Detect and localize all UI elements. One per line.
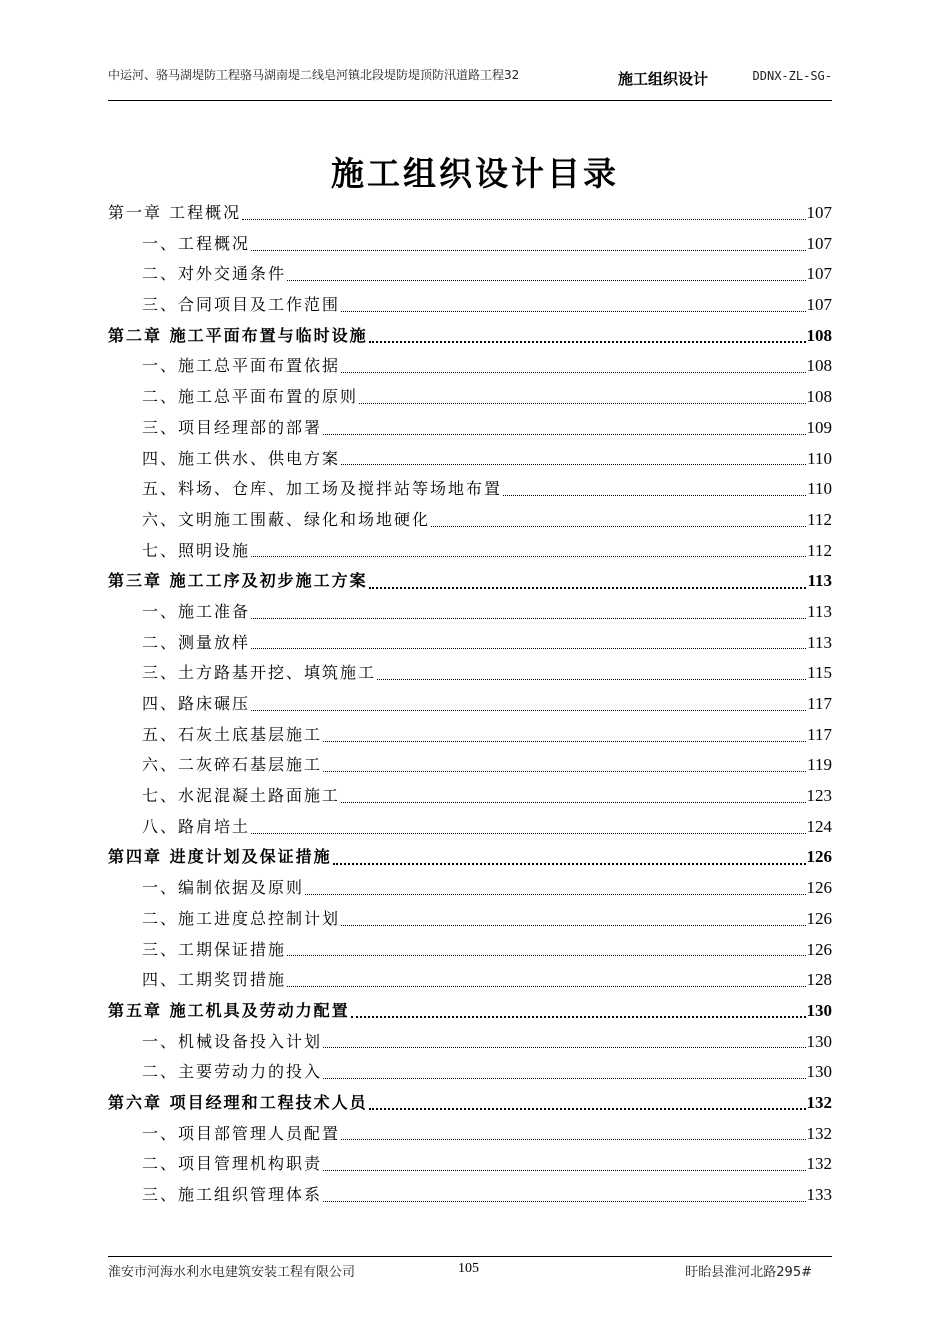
toc-entry-label: 二、项目管理机构职责 — [142, 1154, 323, 1174]
toc-entry-page-number: 108 — [806, 356, 832, 376]
toc-entry-label: 五、料场、仓库、加工场及搅拌站等场地布置 — [142, 479, 503, 499]
toc-section-entry[interactable] — [108, 1149, 832, 1180]
footer-company: 淮安市河海水利水电建筑安装工程有限公司 — [108, 1265, 356, 1280]
toc-dot-leader — [287, 280, 805, 281]
toc-entry-label: 一、编制依据及原则 — [142, 878, 305, 898]
toc-section-entry[interactable] — [108, 1057, 832, 1088]
toc-section-entry[interactable] — [108, 1180, 832, 1211]
toc-entry-label: 七、水泥混凝土路面施工 — [142, 786, 341, 806]
toc-section-entry[interactable] — [108, 658, 832, 689]
toc-dot-leader — [351, 1016, 806, 1018]
toc-entry-page-number: 109 — [806, 417, 832, 437]
toc-section-entry[interactable] — [108, 505, 832, 536]
toc-dot-leader — [323, 1201, 805, 1202]
toc-section-entry[interactable] — [108, 1119, 832, 1150]
toc-entry-label: 三、施工组织管理体系 — [142, 1185, 323, 1204]
toc-entry-page-number: 115 — [807, 663, 832, 683]
toc-section-entry[interactable] — [108, 413, 832, 444]
toc-entry-page-number: 113 — [807, 571, 832, 591]
toc-entry-page-number: 108 — [806, 325, 832, 345]
toc-entry-label: 二、施工总平面布置的原则 — [142, 387, 359, 407]
toc-entry-page-number: 132 — [806, 1154, 832, 1174]
toc-entry-label: 一、施工准备 — [142, 601, 251, 621]
toc-dot-leader — [323, 434, 805, 435]
toc-entry-label: 八、路肩培土 — [142, 816, 251, 836]
toc-entry-label: 三、工期保证措施 — [142, 939, 287, 959]
toc-entry-page-number: 126 — [806, 847, 832, 867]
toc-entry-label: 第二章 施工平面布置与临时设施 — [108, 325, 368, 345]
header-document-code: DDNX-ZL-SG- — [752, 69, 832, 83]
toc-section-entry[interactable] — [108, 229, 832, 260]
toc-dot-leader — [323, 1047, 805, 1048]
toc-dot-leader — [369, 341, 806, 343]
toc-chapter-entry[interactable] — [108, 198, 832, 229]
table-of-contents — [108, 198, 832, 1211]
toc-entry-label: 第五章 施工机具及劳动力配置 — [108, 1000, 350, 1020]
toc-dot-leader — [369, 1108, 806, 1110]
toc-entry-label: 五、石灰土底基层施工 — [142, 724, 323, 744]
toc-entry-page-number: 107 — [806, 264, 832, 284]
page-title: 施工组织设计目录 — [331, 154, 619, 193]
toc-dot-leader — [305, 894, 805, 895]
toc-entry-page-number: 130 — [806, 1062, 832, 1082]
toc-entry-label: 一、工程概况 — [142, 233, 251, 253]
toc-dot-leader — [251, 250, 805, 251]
toc-entry-page-number: 126 — [806, 908, 832, 928]
toc-entry-page-number: 130 — [806, 1000, 832, 1020]
toc-entry-page-number: 132 — [806, 1123, 832, 1143]
toc-section-entry[interactable] — [108, 1027, 832, 1058]
toc-chapter-entry[interactable] — [108, 1088, 832, 1119]
toc-entry-label: 四、施工供水、供电方案 — [142, 448, 341, 468]
toc-entry-label: 六、二灰碎石基层施工 — [142, 755, 323, 775]
toc-entry-label: 四、路床碾压 — [142, 694, 251, 713]
toc-chapter-entry[interactable] — [108, 566, 832, 597]
toc-chapter-entry[interactable] — [108, 321, 832, 352]
toc-entry-page-number: 130 — [806, 1031, 832, 1051]
toc-section-entry[interactable] — [108, 935, 832, 966]
toc-section-entry[interactable] — [108, 689, 832, 720]
toc-entry-label: 第六章 项目经理和工程技术人员 — [108, 1092, 368, 1112]
toc-dot-leader — [431, 526, 806, 527]
page-footer — [108, 1256, 832, 1281]
toc-dot-leader — [251, 648, 806, 649]
toc-entry-label: 六、文明施工围蔽、绿化和场地硬化 — [142, 509, 431, 529]
toc-dot-leader — [287, 955, 805, 956]
toc-dot-leader — [341, 372, 805, 373]
toc-dot-leader — [323, 1170, 805, 1171]
toc-entry-page-number: 112 — [807, 540, 832, 560]
toc-dot-leader — [359, 403, 805, 404]
toc-entry-page-number: 123 — [806, 786, 832, 806]
toc-entry-label: 二、施工进度总控制计划 — [142, 908, 341, 928]
footer-page-number: 105 — [458, 1261, 479, 1276]
toc-entry-page-number: 113 — [807, 601, 832, 621]
page-header — [108, 66, 832, 101]
toc-dot-leader — [251, 833, 805, 834]
toc-section-entry[interactable] — [108, 290, 832, 321]
toc-dot-leader — [503, 495, 806, 496]
toc-dot-leader — [341, 1139, 805, 1140]
toc-entry-label: 七、照明设施 — [142, 540, 251, 560]
toc-section-entry[interactable] — [108, 812, 832, 843]
toc-dot-leader — [341, 464, 806, 465]
toc-section-entry[interactable] — [108, 536, 832, 567]
toc-entry-page-number: 133 — [806, 1185, 832, 1204]
toc-dot-leader — [251, 556, 806, 557]
toc-entry-page-number: 107 — [806, 233, 832, 253]
toc-dot-leader — [369, 587, 807, 589]
toc-dot-leader — [251, 710, 806, 711]
toc-section-entry[interactable] — [108, 259, 832, 290]
toc-section-entry[interactable] — [108, 873, 832, 904]
toc-entry-page-number: 126 — [806, 939, 832, 959]
toc-entry-label: 三、土方路基开挖、填筑施工 — [142, 663, 377, 683]
toc-entry-label: 第四章 进度计划及保证措施 — [108, 847, 332, 867]
toc-entry-page-number: 113 — [807, 632, 832, 652]
toc-entry-page-number: 107 — [806, 295, 832, 315]
header-project-name: 中运河、骆马湖堤防工程骆马湖南堤二线皂河镇北段堤防堤顶防汛道路工程32 — [108, 68, 520, 82]
toc-entry-label: 二、对外交通条件 — [142, 264, 287, 284]
toc-chapter-entry[interactable] — [108, 842, 832, 873]
toc-entry-page-number: 107 — [806, 203, 832, 222]
toc-dot-leader — [287, 986, 805, 987]
header-document-type: 施工组织设计 — [618, 70, 709, 88]
toc-dot-leader — [341, 311, 805, 312]
toc-section-entry[interactable] — [108, 720, 832, 751]
toc-entry-label: 一、机械设备投入计划 — [142, 1031, 323, 1051]
toc-section-entry[interactable] — [108, 382, 832, 413]
toc-entry-label: 三、合同项目及工作范围 — [142, 295, 341, 315]
toc-section-entry[interactable] — [108, 781, 832, 812]
toc-entry-page-number: 119 — [807, 755, 832, 775]
toc-dot-leader — [341, 802, 805, 803]
toc-dot-leader — [341, 925, 805, 926]
toc-section-entry[interactable] — [108, 474, 832, 505]
toc-dot-leader — [242, 219, 805, 220]
toc-section-entry[interactable] — [108, 444, 832, 475]
toc-entry-page-number: 128 — [806, 970, 832, 990]
toc-dot-leader — [323, 741, 806, 742]
toc-entry-label: 第一章 工程概况 — [108, 203, 242, 222]
toc-entry-label: 二、测量放样 — [142, 632, 251, 652]
toc-entry-page-number: 124 — [806, 816, 832, 836]
toc-entry-label: 一、项目部管理人员配置 — [142, 1123, 341, 1143]
toc-entry-page-number: 110 — [807, 479, 832, 499]
toc-chapter-entry[interactable] — [108, 996, 832, 1027]
toc-dot-leader — [377, 679, 806, 680]
toc-section-entry[interactable] — [108, 965, 832, 996]
toc-dot-leader — [333, 863, 806, 865]
toc-entry-label: 二、主要劳动力的投入 — [142, 1062, 323, 1082]
toc-section-entry[interactable] — [108, 628, 832, 659]
toc-dot-leader — [323, 1078, 805, 1079]
toc-entry-page-number: 117 — [807, 724, 832, 744]
toc-entry-label: 四、工期奖罚措施 — [142, 970, 287, 990]
toc-entry-label: 三、项目经理部的部署 — [142, 417, 323, 437]
toc-entry-page-number: 108 — [806, 387, 832, 407]
toc-section-entry[interactable] — [108, 351, 832, 382]
toc-entry-page-number: 112 — [807, 509, 832, 529]
toc-entry-page-number: 110 — [807, 448, 832, 468]
toc-dot-leader — [323, 771, 806, 772]
toc-section-entry[interactable] — [108, 597, 832, 628]
toc-entry-page-number: 132 — [806, 1092, 832, 1112]
toc-entry-label: 第三章 施工工序及初步施工方案 — [108, 571, 368, 591]
toc-section-entry[interactable] — [108, 750, 832, 781]
footer-address: 盱眙县淮河北路295# — [685, 1265, 812, 1280]
toc-entry-page-number: 117 — [807, 694, 832, 713]
toc-section-entry[interactable] — [108, 904, 832, 935]
toc-dot-leader — [251, 618, 806, 619]
toc-entry-label: 一、施工总平面布置依据 — [142, 356, 341, 376]
toc-entry-page-number: 126 — [806, 878, 832, 898]
